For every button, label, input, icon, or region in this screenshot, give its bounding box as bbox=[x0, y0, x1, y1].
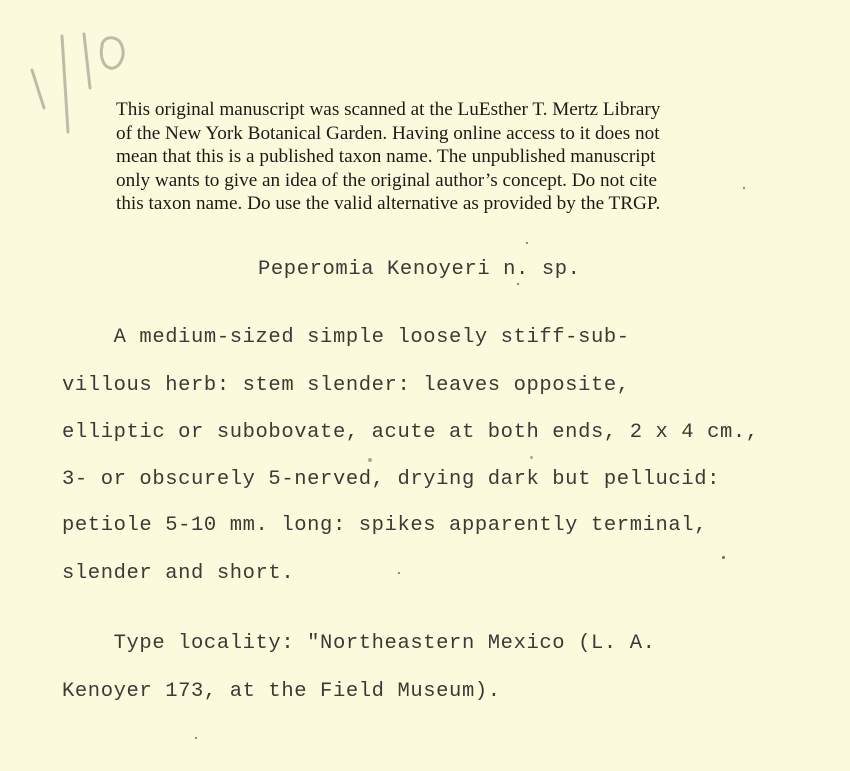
scan-notice-line: only wants to give an idea of the original author’s concept. Do not cite bbox=[116, 169, 658, 191]
paper-speck bbox=[517, 283, 519, 285]
description-line: slender and short. bbox=[62, 562, 295, 585]
species-title: Peperomia Kenoyeri n. sp. bbox=[258, 258, 581, 281]
paper-speck bbox=[722, 556, 725, 559]
paper-speck bbox=[195, 737, 197, 739]
scan-notice-line: mean that this is a published taxon name. The unpublished manuscript bbox=[116, 146, 656, 167]
paper-speck bbox=[530, 456, 533, 459]
paper-speck bbox=[368, 458, 372, 462]
description-line: elliptic or subobovate, acute at both ends, 2 x 4 cm., bbox=[62, 421, 759, 444]
paper-speck bbox=[526, 242, 528, 244]
description-line: 3- or obscurely 5-nerved, drying dark but pellucid: bbox=[62, 468, 721, 491]
description-line: A medium-sized simple loosely stiff-sub- bbox=[62, 326, 630, 349]
scan-notice-line: This original manuscript was scanned at the LuEsther T. Mertz Library bbox=[116, 99, 661, 120]
type-locality-line: Kenoyer 173, at the Field Museum). bbox=[62, 680, 501, 703]
scan-notice-line: this taxon name. Do use the valid alternative as provided by the TRGP. bbox=[116, 193, 661, 214]
paper-speck bbox=[743, 187, 745, 189]
description-line: villous herb: stem slender: leaves opposite, bbox=[62, 374, 630, 397]
type-locality-line: Type locality: "Northeastern Mexico (L. A. bbox=[62, 632, 656, 655]
scan-notice-line: of the New York Botanical Garden. Having online access to it does not bbox=[116, 122, 660, 144]
paper-speck bbox=[398, 572, 400, 574]
description-line: petiole 5-10 mm. long: spikes apparently terminal, bbox=[62, 514, 708, 537]
scan-notice bbox=[116, 98, 756, 216]
